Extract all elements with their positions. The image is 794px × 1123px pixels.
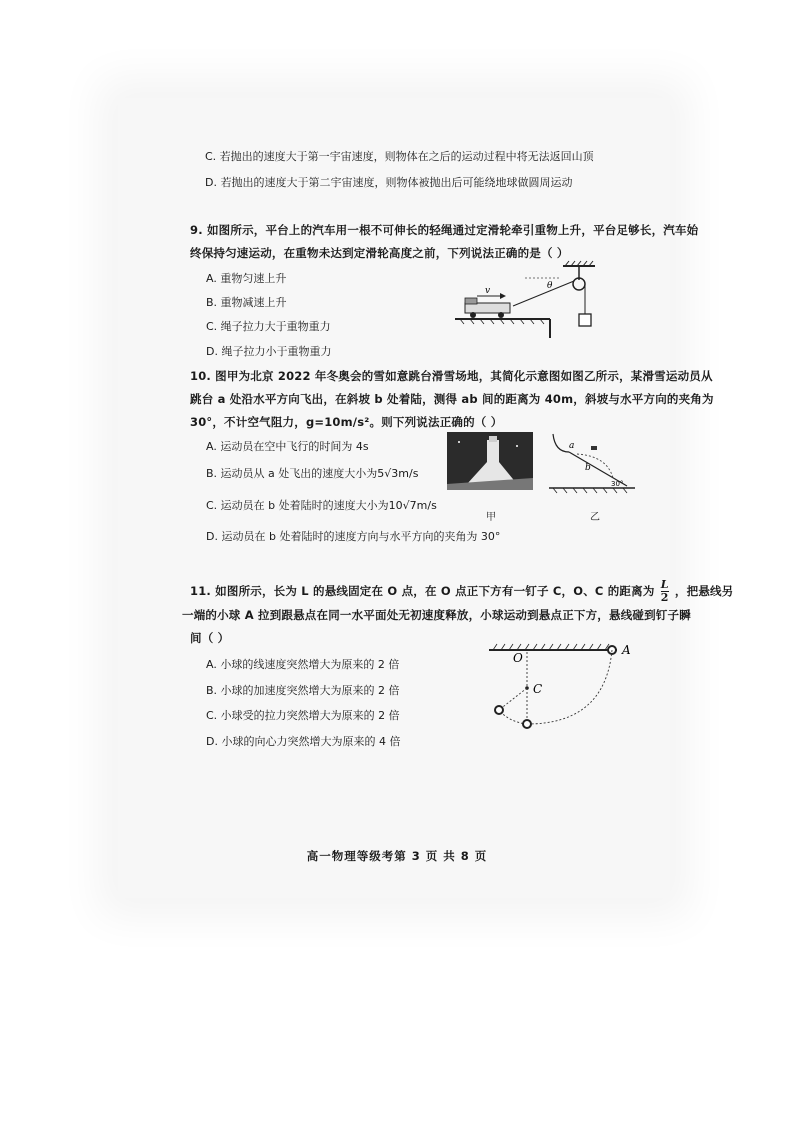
prev-option-c: C. 若抛出的速度大于第一宇宙速度，则物体在之后的运动过程中将无法返回山顶 xyxy=(205,150,594,163)
point-c-label: C xyxy=(533,682,543,696)
q11-stem-line1 xyxy=(190,579,733,604)
q10-option-d: D. 运动员在 b 处着陆时的速度方向与水平方向的夹角为 30° xyxy=(206,530,501,543)
velocity-label: v xyxy=(485,286,491,296)
q10-stem-line2: 跳台 a 处沿水平方向飞出，在斜坡 b 处着陆，测得 ab 间的距离为 40m，斜坡与水平方向的夹角为 xyxy=(190,392,714,406)
point-a-label: A xyxy=(622,643,631,657)
q9-stem-line2: 终保持匀速运动，在重物未达到定滑轮高度之前，下列说法正确的是（ ） xyxy=(190,246,569,260)
q11-stem-line2: 一端的小球 A 拉到跟悬点在同一水平面处无初速度释放，小球运动到悬点正下方，悬线碰到钉子瞬 xyxy=(182,608,691,622)
slope-angle-label: 30° xyxy=(611,480,624,488)
q9-option-d: D. 绳子拉力小于重物重力 xyxy=(206,345,332,358)
ski-jump-photo xyxy=(447,432,533,490)
weight-block xyxy=(579,314,591,326)
page-footer: 高一物理等级考第 3 页 共 8 页 xyxy=(306,849,488,863)
q10-option-a: A. 运动员在空中飞行的时间为 4s xyxy=(206,440,369,453)
q9-option-b: B. 重物减速上升 xyxy=(206,296,287,309)
point-a-label: a xyxy=(569,441,575,451)
q9-pulley-figure xyxy=(455,258,605,338)
q11-stem-line3: 间（ ） xyxy=(190,631,230,645)
q11-option-b: B. 小球的加速度突然增大为原来的 2 倍 xyxy=(206,684,400,697)
ball-left xyxy=(495,706,503,714)
fraction-l-over-2 xyxy=(661,579,669,604)
caption-jia: 甲 xyxy=(486,512,496,523)
caption-yi: 乙 xyxy=(590,512,600,523)
fraction-denominator: 2 xyxy=(660,591,669,604)
q10-slope-figure xyxy=(547,428,637,494)
q11-pendulum-figure xyxy=(487,638,637,738)
q9-stem-line1: 9. 如图所示，平台上的汽车用一根不可伸长的轻绳通过定滑轮牵引重物上升，平台足够长，汽车始 xyxy=(190,223,699,237)
theta-label: θ xyxy=(547,281,553,291)
q11-option-c: C. 小球受的拉力突然增大为原来的 2 倍 xyxy=(206,709,400,722)
q9-option-a: A. 重物匀速上升 xyxy=(206,272,287,285)
prev-option-d: D. 若抛出的速度大于第二宇宙速度，则物体被抛出后可能绕地球做圆周运动 xyxy=(205,176,573,189)
q11-option-d: D. 小球的向心力突然增大为原来的 4 倍 xyxy=(206,735,401,748)
point-o-label: O xyxy=(513,651,523,665)
point-b-label: b xyxy=(585,463,591,473)
q9-option-c: C. 绳子拉力大于重物重力 xyxy=(206,320,331,333)
q10-stem-line1: 10. 图甲为北京 2022 年冬奥会的雪如意跳台滑雪场地，其简化示意图如图乙所示，某滑雪运动员从 xyxy=(190,369,713,383)
q10-option-c: C. 运动员在 b 处着陆时的速度大小为10√7m/s xyxy=(206,499,437,512)
car-body xyxy=(465,303,510,313)
q10-option-b: B. 运动员从 a 处飞出的速度大小为5√3m/s xyxy=(206,467,419,480)
q11-stem-tail: ，把悬线另 xyxy=(674,584,734,598)
q10-stem-line3: 30°，不计空气阻力，g=10m/s²。则下列说法正确的（ ） xyxy=(190,415,503,429)
fraction-numerator: L xyxy=(660,578,669,591)
q11-stem-text: 11. 如图所示，长为 L 的悬线固定在 O 点，在 O 点正下方有一钉子 C，O、C 的距离为 xyxy=(190,584,655,598)
ball-bottom xyxy=(523,720,531,728)
q11-option-a: A. 小球的线速度突然增大为原来的 2 倍 xyxy=(206,658,400,671)
